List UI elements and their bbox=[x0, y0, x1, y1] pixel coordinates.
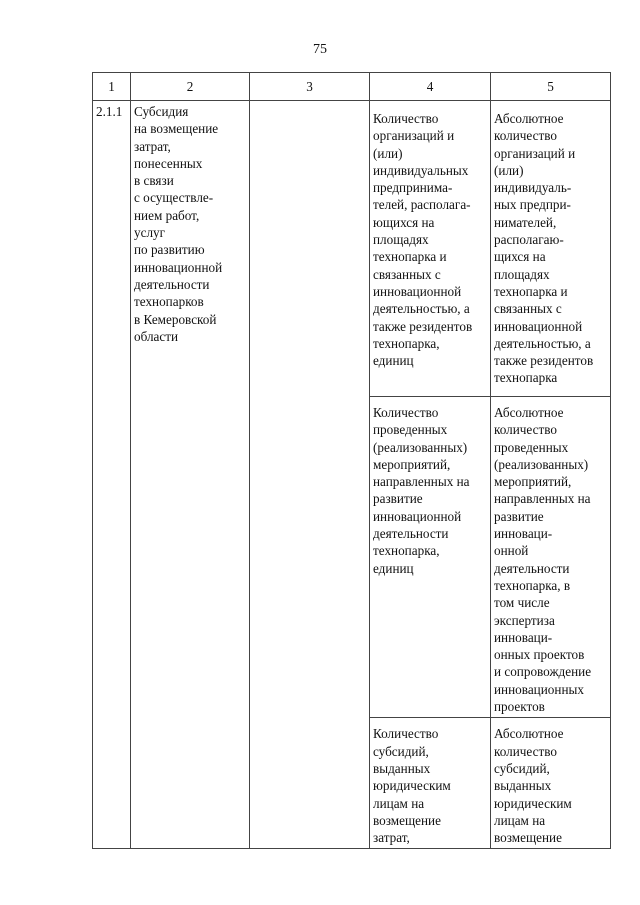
page-number: 75 bbox=[313, 42, 327, 57]
item-column-3-cell bbox=[250, 101, 370, 849]
table-header-row bbox=[93, 73, 611, 101]
indicators-table bbox=[92, 72, 611, 849]
column-header-5: 5 bbox=[491, 73, 611, 101]
column-header-1: 1 bbox=[93, 73, 131, 101]
indicator-name-cell: Количество субсидий, выданных юридическим лицам на возмещение затрат, bbox=[370, 718, 491, 849]
indicator-name-cell: Количество проведенных (реализованных) мероприятий, направленных на развитие инновационной деятельности технопарка, единиц bbox=[370, 397, 491, 718]
column-header-4: 4 bbox=[370, 73, 491, 101]
column-header-2: 2 bbox=[131, 73, 250, 101]
indicator-name-cell: Количество организаций и (или) индивидуальных предпринима- телей, располага- ющихся на площадях технопарка и связанных с инновационной деятельностью, а также резидентов технопарка, единиц bbox=[370, 101, 491, 397]
table-row bbox=[93, 101, 611, 397]
indicator-description-cell: Абсолютное количество субсидий, выданных юридическим лицам на возмещение bbox=[491, 718, 611, 849]
column-header-3: 3 bbox=[250, 73, 370, 101]
item-code-cell: 2.1.1 bbox=[93, 101, 131, 849]
indicator-description-cell: Абсолютное количество проведенных (реализованных) мероприятий, направленных на развитие инноваци- онной деятельности технопарка, в том числе экспертиза инноваци- онных проектов и сопровождение инновационных проектов bbox=[491, 397, 611, 718]
indicator-description-cell: Абсолютное количество организаций и (или) индивидуаль- ных предпри- нимателей, располагаю- щихся на площадях технопарка и связанных с инновационной деятельностью, а также резидентов технопарка bbox=[491, 101, 611, 397]
item-name-cell: Субсидия на возмещение затрат, понесенных в связи с осуществле- нием работ, услуг по развитию инновационной деятельности технопарков в Кемеровской области bbox=[131, 101, 250, 849]
